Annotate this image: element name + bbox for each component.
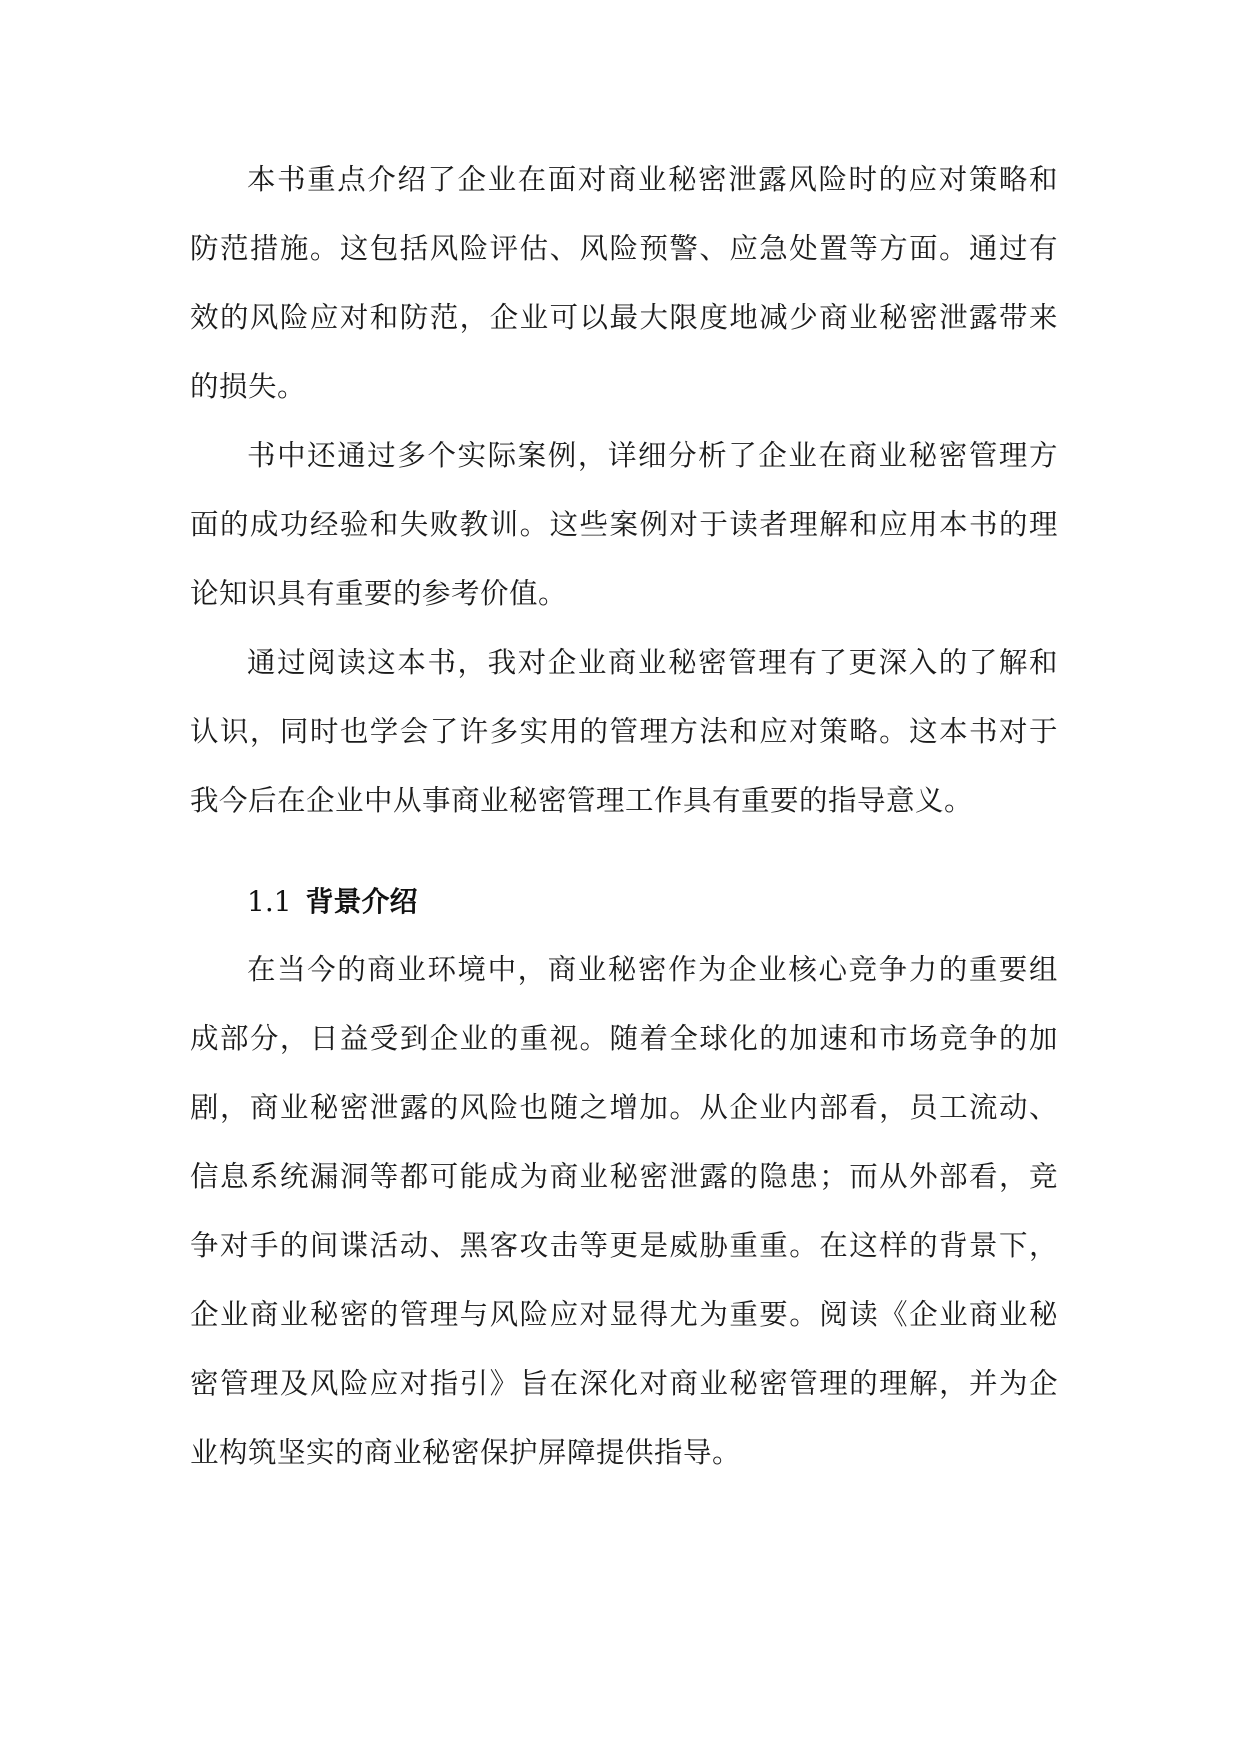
section-number: 1.1 — [247, 885, 292, 918]
paragraph-risk-strategy: 本书重点介绍了企业在面对商业秘密泄露风险时的应对策略和防范措施。这包括风险评估、风险预警、应急处置等方面。通过有效的风险应对和防范，企业可以最大限度地减少商业秘密泄露带来的损失。 — [190, 163, 1058, 403]
section-heading — [190, 869, 1058, 935]
paragraph-reading-reflection: 通过阅读这本书，我对企业商业秘密管理有了更深入的了解和认识，同时也学会了许多实用的管理方法和应对策略。这本书对于我今后在企业中从事商业秘密管理工作具有重要的指导意义。 — [190, 646, 1058, 817]
section-title: 背景介绍 — [305, 885, 418, 918]
document-body — [190, 145, 1058, 1487]
paragraph-background: 在当今的商业环境中，商业秘密作为企业核心竞争力的重要组成部分，日益受到企业的重视。随着全球化的加速和市场竞争的加剧，商业秘密泄露的风险也随之增加。从企业内部看，员工流动、信息系统漏洞等都可能成为商业秘密泄露的隐患；而从外部看，竞争对手的间谍活动、黑客攻击等更是威胁重重。在这样的背景下，企业商业秘密的管理与风险应对显得尤为重要。阅读《企业商业秘密管理及风险应对指引》旨在深化对商业秘密管理的理解，并为企业构筑坚实的商业秘密保护屏障提供指导。 — [190, 953, 1058, 1469]
paragraph-case-studies: 书中还通过多个实际案例，详细分析了企业在商业秘密管理方面的成功经验和失败教训。这些案例对于读者理解和应用本书的理论知识具有重要的参考价值。 — [190, 439, 1058, 610]
